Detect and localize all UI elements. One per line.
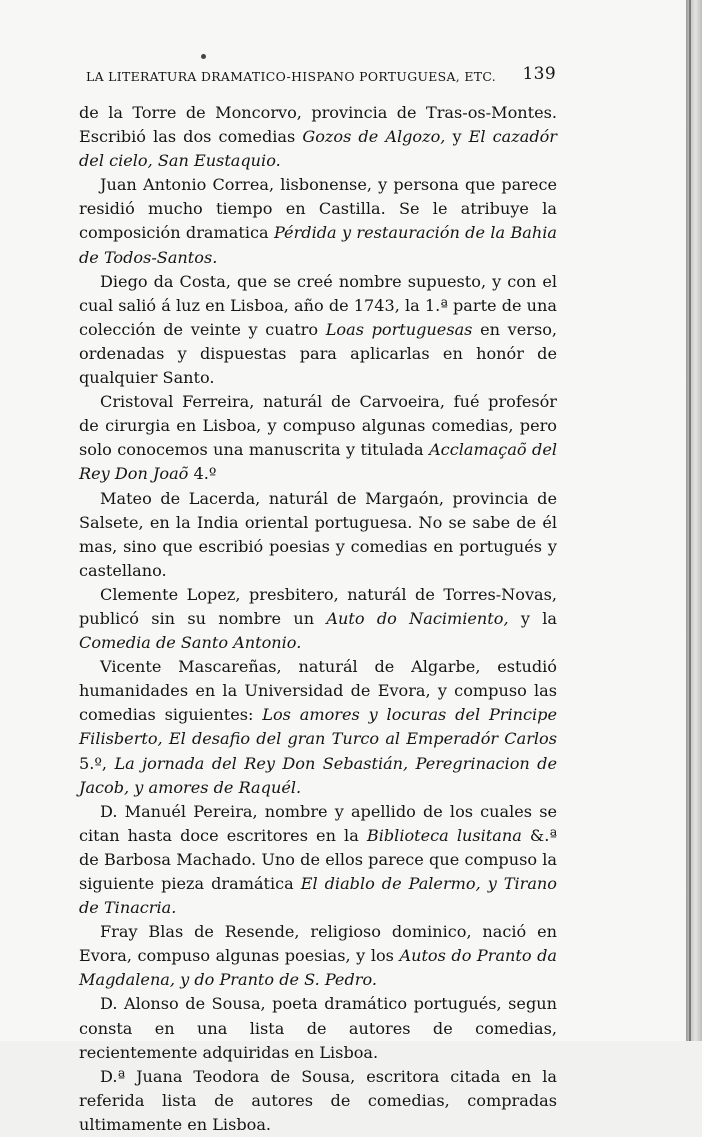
running-header [86, 64, 556, 90]
ink-mark [201, 54, 206, 59]
paragraph-moncorvo: de la Torre de Moncorvo, provincia de Tras-os-Montes. Escribió las dos comedias Gozos de Algozo, y El cazadór del cielo, San Eustaquio. [79, 103, 557, 171]
paragraph-ferreira: Cristoval Ferreira, naturál de Carvoeira, fué profesór de cirurgia en Lisboa, y compuso algunas comedias, pero solo conocemos una manuscrita y titulada Acclamaçaõ del Rey Don Joaõ 4.º [79, 392, 557, 484]
paragraph-lopez: Clemente Lopez, presbitero, naturál de Torres-Novas, publicó sin su nombre un Auto do Nacimiento, y la Comedia de Santo Antonio. [79, 584, 557, 653]
paragraph-juana-sousa: D.ª Juana Teodora de Sousa, escritora citada en la referida lista de autores de comedias, compradas ultimamente en Lisboa. [79, 1066, 557, 1134]
page-number: 139 [522, 64, 556, 84]
paragraph-pereira: D. Manuél Pereira, nombre y apellido de los cuales se citan hasta doce escritores en la Biblioteca lusitana &.ª de Barbosa Machado. Uno de ellos parece que compuso la siguiente pieza dramática El diablo de Palermo, y Tirano de Tinacria. [79, 801, 557, 918]
body-text [79, 101, 557, 1137]
paragraph-correa: Juan Antonio Correa, lisbonense, y persona que parece residió mucho tiempo en Castilla. Se le atribuye la composición dramatica Pérdida y restauración de la Bahia de Todos-Santos. [79, 175, 557, 267]
paragraph-resende: Fray Blas de Resende, religioso dominico, nació en Evora, compuso algunas poesias, y los Autos do Pranto da Magdalena, y do Pranto de S. Pedro. [79, 922, 557, 990]
paragraph-alonso-sousa: D. Alonso de Sousa, poeta dramático portugués, segun consta en una lista de autores de comedias, recientemente adquiridas en Lisboa. [79, 994, 557, 1062]
header-title: LA LITERATURA DRAMATICO-HISPANO PORTUGUESA, ETC. [86, 69, 497, 84]
paragraph-mascarenas: Vicente Mascareñas, naturál de Algarbe, estudió humanidades en la Universidad de Evora, y compuso las comedias siguientes: Los amores y locuras del Principe Filisberto, El desafio del gran Turco al Emperadór Carlos 5.º, La jornada del Rey Don Sebastián, Peregrinacion de Jacob, y amores de Raquél. [79, 657, 558, 797]
paragraph-costa: Diego da Costa, que se creé nombre supuesto, y con el cual salió á luz en Lisboa, año de 1743, la 1.ª parte de una colección de veinte y cuatro Loas portuguesas en verso, ordenadas y dispuestas para aplicarlas en honór de qualquier Santo. [79, 271, 558, 388]
paragraph-lacerda: Mateo de Lacerda, naturál de Margaón, provincia de Salsete, en la India oriental portuguesa. No se sabe de él mas, sino que escribió poesias y comedias en portugués y castellano. [79, 488, 557, 580]
page-edge-line [689, 0, 691, 1041]
